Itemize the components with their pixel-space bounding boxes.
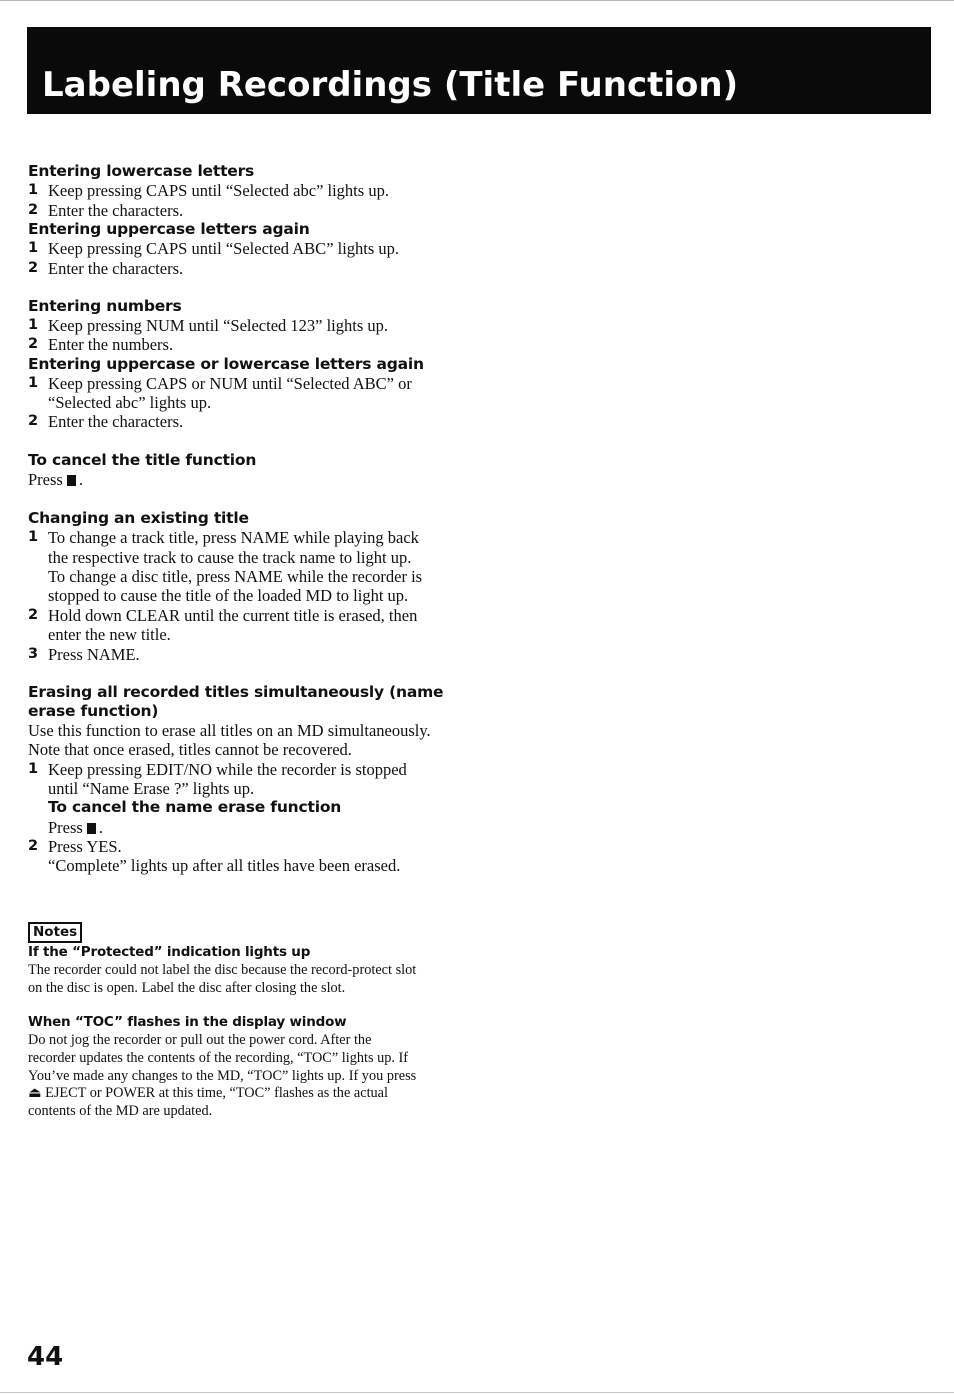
step-text: Hold down CLEAR until the current title is erased, then xyxy=(48,606,418,625)
step-text: Enter the characters. xyxy=(48,259,184,278)
step-number: 2 xyxy=(28,260,39,276)
step-number: 2 xyxy=(28,336,39,352)
step-text: Keep pressing CAPS until “Selected ABC” lights up. xyxy=(48,239,400,258)
step-number: 3 xyxy=(28,646,39,662)
note-text: You’ve made any changes to the MD, “TOC” lights up. If you press xyxy=(28,1068,417,1084)
step-number: 2 xyxy=(28,413,39,429)
step-text: Enter the characters. xyxy=(48,412,184,431)
note-text: recorder updates the contents of the recording, “TOC” lights up. If xyxy=(28,1050,409,1066)
step-number: 1 xyxy=(28,182,39,198)
period: . xyxy=(78,470,83,489)
step-text: To change a disc title, press NAME while the recorder is xyxy=(48,567,423,586)
press-label: Press xyxy=(28,470,63,489)
section-heading-changing: Changing an existing title xyxy=(28,509,249,527)
step-number: 1 xyxy=(28,375,39,391)
step-text: “Complete” lights up after all titles have been erased. xyxy=(48,856,401,875)
note-heading-protected: If the “Protected” indication lights up xyxy=(28,944,311,960)
section-heading-uppercase-again: Entering uppercase letters again xyxy=(28,220,310,238)
stop-icon xyxy=(87,823,96,834)
step-number: 1 xyxy=(28,317,39,333)
erase-intro-note: Note that once erased, titles cannot be recovered. xyxy=(28,740,352,759)
step-text: Press NAME. xyxy=(48,645,140,664)
step-text: the respective track to cause the track name to light up. xyxy=(48,548,412,567)
erase-intro: Use this function to erase all titles on an MD simultaneously. xyxy=(28,721,431,740)
section-heading-lowercase: Entering lowercase letters xyxy=(28,162,255,180)
cancel-instruction xyxy=(28,470,83,489)
step-text: Keep pressing CAPS or NUM until “Selected ABC” or xyxy=(48,374,412,393)
step-text: Keep pressing NUM until “Selected 123” lights up. xyxy=(48,316,389,335)
note-heading-toc: When “TOC” flashes in the display window xyxy=(28,1014,347,1030)
step-number: 2 xyxy=(28,607,39,623)
section-heading-erasing: Erasing all recorded titles simultaneously (name xyxy=(28,683,444,701)
step-number: 2 xyxy=(28,838,39,854)
step-text: Press YES. xyxy=(48,837,122,856)
step-text: stopped to cause the title of the loaded MD to light up. xyxy=(48,586,409,605)
section-heading-cancel: To cancel the title function xyxy=(28,451,257,469)
cancel-name-erase-instruction xyxy=(48,818,103,837)
section-heading-numbers: Entering numbers xyxy=(28,297,182,315)
step-text: enter the new title. xyxy=(48,625,171,644)
step-text: To change a track title, press NAME while playing back xyxy=(48,528,419,547)
stop-icon xyxy=(67,475,76,486)
top-rule xyxy=(0,0,954,1)
period: . xyxy=(98,818,103,837)
note-text: contents of the MD are updated. xyxy=(28,1103,213,1119)
note-text: Do not jog the recorder or pull out the power cord. After the xyxy=(28,1032,372,1048)
title-banner xyxy=(27,27,931,114)
bottom-rule xyxy=(0,1392,954,1393)
step-text: until “Name Erase ?” lights up. xyxy=(48,779,255,798)
step-text: Enter the characters. xyxy=(48,201,184,220)
note-text: ⏏ EJECT or POWER at this time, “TOC” flashes as the actual xyxy=(28,1085,389,1101)
note-text: The recorder could not label the disc because the record-protect slot xyxy=(28,962,417,978)
step-text: Keep pressing EDIT/NO while the recorder is stopped xyxy=(48,760,407,779)
section-heading-letters-again: Entering uppercase or lowercase letters again xyxy=(28,355,424,373)
notes-label: Notes xyxy=(28,922,82,943)
press-label: Press xyxy=(48,818,83,837)
step-text: Keep pressing CAPS until “Selected abc” lights up. xyxy=(48,181,389,200)
step-number: 2 xyxy=(28,202,39,218)
step-text: “Selected abc” lights up. xyxy=(48,393,212,412)
subheading-cancel-name-erase: To cancel the name erase function xyxy=(48,798,342,816)
note-text: on the disc is open. Label the disc after closing the slot. xyxy=(28,980,346,996)
step-number: 1 xyxy=(28,240,39,256)
page-number: 44 xyxy=(27,1342,64,1372)
step-text: Enter the numbers. xyxy=(48,335,174,354)
step-number: 1 xyxy=(28,761,39,777)
page-title: Labeling Recordings (Title Function) xyxy=(42,65,739,105)
step-number: 1 xyxy=(28,529,39,545)
section-heading-erasing-cont: erase function) xyxy=(28,702,159,720)
